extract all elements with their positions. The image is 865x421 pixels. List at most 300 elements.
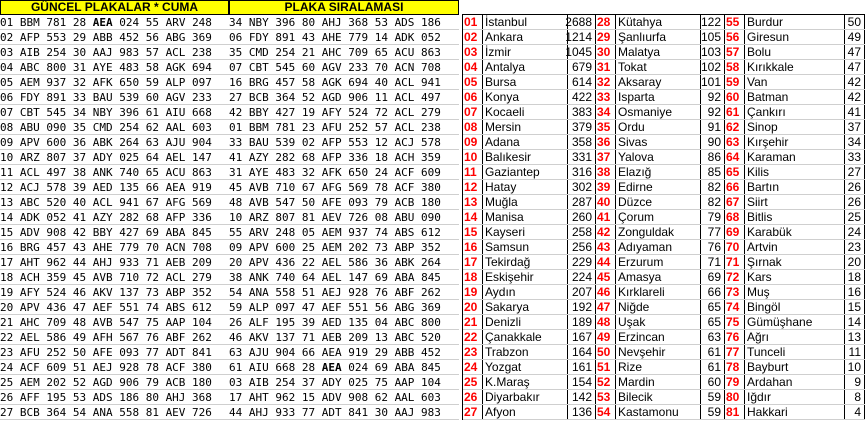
plate-code: 09 [463,135,483,149]
city-name: Batman [745,90,845,104]
city-name: Sivas [616,135,701,149]
plate-code: 67 [725,195,745,209]
city-name: Eskişehir [483,270,568,284]
city-count: 15 [845,300,865,314]
city-count: 9 [845,375,865,389]
city-name: Artvin [745,240,845,254]
city-count: 66 [701,285,725,299]
plate-code: 40 [596,195,616,209]
current-plates-panel [0,0,229,420]
plate-row: 24 ACF 609 51 AEJ 928 78 ACF 380 [0,360,229,375]
city-name: Burdur [745,15,845,29]
city-counts-panel [462,14,865,420]
city-row [463,135,865,150]
city-name: Kütahya [616,15,701,29]
city-row [463,30,865,45]
plate-code: 58 [725,60,745,74]
city-row [463,120,865,135]
city-name: Zonguldak [616,225,701,239]
city-name: Aydın [483,285,568,299]
city-name: Osmaniye [616,105,701,119]
city-name: Ordu [616,120,701,134]
city-name: Bartın [745,180,845,194]
ranking-row: 42 BBY 427 19 AFY 524 72 ACL 279 [229,105,459,120]
ranking-row: 54 ANA 558 51 AEJ 928 76 ABF 262 [229,285,459,300]
city-name: Tokat [616,60,701,74]
ranking-row: 06 FDY 891 43 AHE 779 14 ADK 052 [229,30,459,45]
city-count: 2688 [568,15,596,29]
city-count: 92 [701,105,725,119]
city-name: Bursa [483,75,568,89]
plate-code: 39 [596,180,616,194]
ranking-row: 16 BRG 457 58 AGK 694 40 ACL 941 [229,75,459,90]
city-name: Şanlıurfa [616,30,701,44]
city-name: Muğla [483,195,568,209]
city-counts-table [463,15,865,420]
city-name: Yozgat [483,360,568,374]
plate-code: 75 [725,315,745,329]
city-count: 4 [845,405,865,419]
city-name: Trabzon [483,345,568,359]
city-count: 59 [701,390,725,404]
plate-code: 78 [725,360,745,374]
city-count: 42 [845,90,865,104]
plate-code: 27 [463,405,483,419]
plate-code: 24 [463,360,483,374]
city-name: Adıyaman [616,240,701,254]
city-count: 65 [701,300,725,314]
city-count: 122 [701,15,725,29]
city-name: K.Maraş [483,375,568,389]
plate-code: 34 [596,105,616,119]
highlight-code: AEA [321,361,342,374]
city-count: 37 [845,120,865,134]
plate-code: 55 [725,15,745,29]
city-count: 358 [568,135,596,149]
city-name: Balıkesir [483,150,568,164]
city-name: Kars [745,270,845,284]
plate-code: 03 [463,45,483,59]
city-name: Van [745,75,845,89]
plate-code: 25 [463,375,483,389]
plate-code: 47 [596,300,616,314]
plate-code: 06 [463,90,483,104]
city-row [463,360,865,375]
plate-row: 13 ABC 520 40 ACL 941 67 AFG 569 [0,195,229,210]
city-name: Erzincan [616,330,701,344]
ranking-row: 10 ARZ 807 81 AEV 726 08 ABU 090 [229,210,459,225]
city-row [463,90,865,105]
plate-code: 26 [463,390,483,404]
city-name: Bitlis [745,210,845,224]
plate-code: 28 [596,15,616,29]
city-count: 61 [701,360,725,374]
ranking-row: 33 BAU 539 02 AFP 553 12 ACJ 578 [229,135,459,150]
ranking-row-prefix: 38 ANK 740 [229,271,302,284]
plate-code: 80 [725,390,745,404]
plate-code: 38 [596,165,616,179]
city-count: 614 [568,75,596,89]
city-count: 26 [845,180,865,194]
city-name: Ankara [483,30,568,44]
city-count: 16 [845,285,865,299]
city-count: 14 [845,315,865,329]
current-plates-list [0,15,229,420]
city-count: 18 [845,270,865,284]
ranking-row: 01 BBM 781 23 AFU 252 57 ACL 238 [229,120,459,135]
ranking-row: 63 AJU 904 66 AEA 919 29 ABB 452 [229,345,459,360]
city-count: 25 [845,210,865,224]
city-name: Kayseri [483,225,568,239]
city-row [463,150,865,165]
city-count: 92 [701,90,725,104]
city-count: 11 [845,345,865,359]
city-name: Rize [616,360,701,374]
city-name: Bayburt [745,360,845,374]
plate-code: 14 [463,210,483,224]
plate-row: 20 APV 436 47 AEF 551 74 ABS 612 [0,300,229,315]
plate-code: 23 [463,345,483,359]
city-count: 34 [845,135,865,149]
ranking-row: 61 AIU 668 28 AEA 024 69 ABA 845 [229,360,459,375]
city-row [463,345,865,360]
city-row [463,225,865,240]
plate-row: 17 AHT 962 44 AHJ 933 71 AEB 209 [0,255,229,270]
plate-code: 45 [596,270,616,284]
plate-row: 25 AEM 202 52 AGD 906 79 ACB 180 [0,375,229,390]
ranking-row: 41 AZY 282 68 AFP 336 18 ACH 359 [229,150,459,165]
plate-code: 77 [725,345,745,359]
city-count: 164 [568,345,596,359]
plate-row: 03 AIB 254 30 AAJ 983 57 ACL 238 [0,45,229,60]
city-count: 23 [845,240,865,254]
city-name: Yalova [616,150,701,164]
plate-code: 01 [463,15,483,29]
city-name: Kırıkkale [745,60,845,74]
plate-code: 65 [725,165,745,179]
plate-row: 12 ACJ 578 39 AED 135 66 AEA 919 [0,180,229,195]
city-name: Mardin [616,375,701,389]
plate-code: 37 [596,150,616,164]
city-count: 229 [568,255,596,269]
plate-code: 44 [596,255,616,269]
city-name: Tekirdağ [483,255,568,269]
city-count: 24 [845,225,865,239]
city-count: 103 [701,45,725,59]
city-name: Erzurum [616,255,701,269]
ranking-row: 20 APV 436 22 AEL 586 36 ABK 264 [229,255,459,270]
plate-code: 10 [463,150,483,164]
plate-code: 61 [725,105,745,119]
city-name: Düzce [616,195,701,209]
city-name: Bingöl [745,300,845,314]
plate-row: 07 CBT 545 34 NBY 396 61 AIU 668 [0,105,229,120]
city-row [463,195,865,210]
city-name: Gümüşhane [745,315,845,329]
plate-code: 81 [725,405,745,419]
city-count: 47 [845,45,865,59]
city-count: 167 [568,330,596,344]
plate-code: 69 [725,225,745,239]
plate-row: 10 ARZ 807 37 ADY 025 64 AEL 147 [0,150,229,165]
city-name: Karaman [745,150,845,164]
ranking-row: 48 AVB 547 50 AFE 093 79 ACB 180 [229,195,459,210]
plate-code: 22 [463,330,483,344]
city-name: Diyarbakır [483,390,568,404]
plate-row: 23 AFU 252 50 AFE 093 77 ADT 841 [0,345,229,360]
city-row [463,405,865,420]
city-name: Çankırı [745,105,845,119]
plate-code: 19 [463,285,483,299]
city-row [463,210,865,225]
city-count: 207 [568,285,596,299]
plate-row: 14 ADK 052 41 AZY 282 68 AFP 336 [0,210,229,225]
plate-code: 74 [725,300,745,314]
plate-code: 02 [463,30,483,44]
plate-row: 16 BRG 457 43 AHE 779 70 ACN 708 [0,240,229,255]
city-count: 331 [568,150,596,164]
plate-row: 15 ADV 908 42 BBY 427 69 ABA 845 [0,225,229,240]
ranking-row: 26 ALF 195 39 AED 135 04 ABC 800 [229,315,459,330]
plate-code: 72 [725,270,745,284]
plate-code: 13 [463,195,483,209]
ranking-row: 46 AKV 137 71 AEB 209 13 ABC 520 [229,330,459,345]
ranking-row: 35 CMD 254 21 AHC 709 65 ACU 863 [229,45,459,60]
plate-code: 71 [725,255,745,269]
plate-code: 07 [463,105,483,119]
plate-row: 11 ACL 497 38 ANK 740 65 ACU 863 [0,165,229,180]
plate-row: 18 ACH 359 45 AVB 710 72 ACL 279 [0,270,229,285]
city-count: 102 [701,60,725,74]
city-name: İzmir [483,45,568,59]
city-name: Şırnak [745,255,845,269]
plate-code: 12 [463,180,483,194]
city-count: 136 [568,405,596,419]
city-name: Nevşehir [616,345,701,359]
plate-ranking-header: PLAKA SIRALAMASI [229,0,459,15]
city-count: 82 [701,195,725,209]
city-count: 1045 [568,45,596,59]
plate-row: 19 AFY 524 46 AKV 137 73 ABP 352 [0,285,229,300]
plate-row: 01 BBM 781 28 AEA 024 55 ARV 248 [0,15,229,30]
city-count: 69 [701,270,725,284]
plate-row: 08 ABU 090 35 CMD 254 62 AAL 603 [0,120,229,135]
plate-code: 49 [596,330,616,344]
city-name: Antalya [483,60,568,74]
plate-row: 02 AFP 553 29 ABB 452 56 ABG 369 [0,30,229,45]
city-count: 60 [701,375,725,389]
city-count: 77 [701,225,725,239]
plate-row: 09 APV 600 36 ABK 264 63 AJU 904 [0,135,229,150]
plate-code: 50 [596,345,616,359]
plate-code: 36 [596,135,616,149]
ranking-row: 55 ARV 248 05 AEM 937 74 ABS 612 [229,225,459,240]
plate-code: 18 [463,270,483,284]
city-count: 161 [568,360,596,374]
plate-code: 41 [596,210,616,224]
city-count: 26 [845,195,865,209]
city-row [463,300,865,315]
city-row [463,255,865,270]
city-count: 91 [701,120,725,134]
plate-ranking-panel [229,0,459,420]
city-count: 154 [568,375,596,389]
plate-code: 63 [725,135,745,149]
plate-code: 68 [725,210,745,224]
city-count: 679 [568,60,596,74]
city-name: Hakkari [745,405,845,419]
ranking-row-rest: 64 AEL 147 69 ABA 845 [301,271,441,284]
city-name: Konya [483,90,568,104]
ranking-row: 09 APV 600 25 AEM 202 73 ABP 352 [229,240,459,255]
plate-code: 54 [596,405,616,419]
city-name: Sinop [745,120,845,134]
city-count: 142 [568,390,596,404]
city-row [463,165,865,180]
city-row [463,375,865,390]
city-row [463,315,865,330]
city-count: 90 [701,135,725,149]
city-row [463,390,865,405]
city-name: Niğde [616,300,701,314]
plate-code: 73 [725,285,745,299]
city-count: 42 [845,75,865,89]
city-count: 192 [568,300,596,314]
city-name: Malatya [616,45,701,59]
plate-code: 15 [463,225,483,239]
city-count: 224 [568,270,596,284]
city-name: Samsun [483,240,568,254]
plate-row: 21 AHC 709 48 AVB 547 75 AAP 104 [0,315,229,330]
plate-row: 04 ABC 800 31 AYE 483 58 AGK 694 [0,60,229,75]
ranking-row: 34 NBY 396 80 AHJ 368 53 ADS 186 [229,15,459,30]
city-name: Tunceli [745,345,845,359]
city-count: 65 [701,315,725,329]
plate-row: 22 AEL 586 49 AFH 567 76 ABF 262 [0,330,229,345]
city-count: 383 [568,105,596,119]
city-name: Bolu [745,45,845,59]
plate-code: 17 [463,255,483,269]
city-name: Uşak [616,315,701,329]
city-count: 49 [845,30,865,44]
current-plates-header: GÜNCEL PLAKALAR * CUMA [0,0,229,15]
city-count: 59 [701,405,725,419]
plate-code: 46 [596,285,616,299]
city-name: Elazığ [616,165,701,179]
plate-code: 64 [725,150,745,164]
plate-code: 52 [596,375,616,389]
city-count: 256 [568,240,596,254]
plate-code: 76 [725,330,745,344]
ranking-row: 59 ALP 097 47 AEF 551 56 ABG 369 [229,300,459,315]
plate-code: 60 [725,90,745,104]
city-name: Giresun [745,30,845,44]
city-row [463,75,865,90]
plate-code: 51 [596,360,616,374]
city-name: İstanbul [483,15,568,29]
city-count: 47 [845,60,865,74]
city-count: 302 [568,180,596,194]
plate-code: 05 [463,75,483,89]
ranking-row: 03 AIB 254 37 ADY 025 75 AAP 104 [229,375,459,390]
ranking-row: 27 BCB 364 52 AGD 906 11 ACL 497 [229,90,459,105]
city-row [463,330,865,345]
city-name: Çanakkale [483,330,568,344]
city-name: Sakarya [483,300,568,314]
plate-code: 57 [725,45,745,59]
city-row [463,105,865,120]
city-count: 258 [568,225,596,239]
city-name: Muş [745,285,845,299]
city-count: 1214 [568,30,596,44]
plate-code: 62 [725,120,745,134]
city-name: Kastamonu [616,405,701,419]
city-name: Manisa [483,210,568,224]
city-row [463,180,865,195]
plate-code: 31 [596,60,616,74]
city-count: 105 [701,30,725,44]
ranking-row: 45 AVB 710 67 AFG 569 78 ACF 380 [229,180,459,195]
city-name: Hatay [483,180,568,194]
city-row [463,285,865,300]
city-count: 63 [701,330,725,344]
city-count: 13 [845,330,865,344]
city-count: 101 [701,75,725,89]
plate-ranking-list [229,15,459,420]
plate-code: 42 [596,225,616,239]
plate-code: 20 [463,300,483,314]
city-name: Kırşehir [745,135,845,149]
plate-code: 11 [463,165,483,179]
plate-code: 30 [596,45,616,59]
plate-code: 04 [463,60,483,74]
city-count: 79 [701,210,725,224]
city-name: Karabük [745,225,845,239]
city-count: 260 [568,210,596,224]
city-count: 27 [845,165,865,179]
city-count: 41 [845,105,865,119]
plate-code: 48 [596,315,616,329]
ranking-row: 44 AHJ 933 77 ADT 841 30 AAJ 983 [229,405,459,420]
plate-row: 05 AEM 937 32 AFK 650 59 ALP 097 [0,75,229,90]
city-name: Kilis [745,165,845,179]
plate-code: 53 [596,390,616,404]
city-row [463,45,865,60]
city-name: Kırklareli [616,285,701,299]
city-count: 85 [701,165,725,179]
city-count: 8 [845,390,865,404]
plate-row: 27 BCB 364 54 ANA 558 81 AEV 726 [0,405,229,420]
highlight-code: AEA [92,16,113,29]
plate-code: 79 [725,375,745,389]
city-name: Amasya [616,270,701,284]
city-name: Siirt [745,195,845,209]
city-count: 50 [845,15,865,29]
city-count: 379 [568,120,596,134]
city-count: 20 [845,255,865,269]
city-name: Ardahan [745,375,845,389]
city-name: Denizli [483,315,568,329]
ranking-row: 07 CBT 545 60 AGV 233 70 ACN 708 [229,60,459,75]
city-name: Edirne [616,180,701,194]
city-count: 422 [568,90,596,104]
city-row [463,15,865,30]
city-name: Kocaeli [483,105,568,119]
city-row [463,240,865,255]
city-name: Çorum [616,210,701,224]
city-row [463,270,865,285]
city-name: Bilecik [616,390,701,404]
